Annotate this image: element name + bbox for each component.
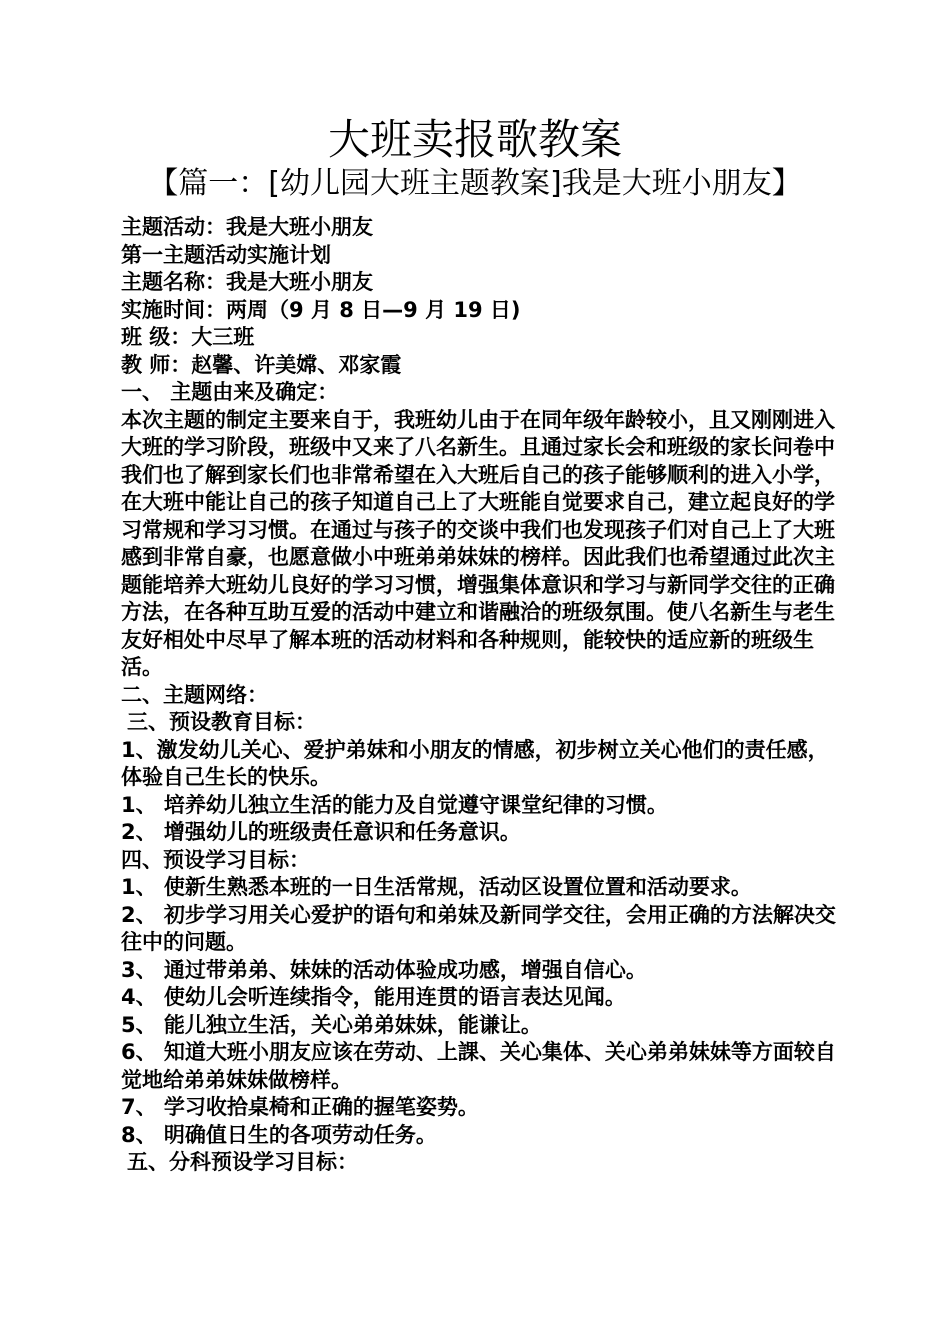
list-item: 2、 初步学习用关心爱护的语句和弟妹及新同学交往，会用正确的方法解决交往中的问题。 — [121, 902, 836, 954]
list-item: 8、 明确值日生的各项劳动任务。 — [121, 1122, 437, 1147]
theme-name-line: 主题名称：我是大班小朋友 — [121, 270, 373, 294]
section-1-heading: 一、 主题由来及确定： — [121, 380, 339, 404]
plan-heading: 第一主题活动实施计划 — [121, 242, 331, 267]
class-line: 班 级：大三班 — [121, 325, 255, 349]
list-item: 7、 学习收拾桌椅和正确的握笔姿势。 — [121, 1095, 479, 1119]
section-5-heading: 五、分科预设学习目标： — [127, 1150, 358, 1174]
document-body — [117, 214, 837, 1177]
section-4-heading: 四、预设学习目标： — [121, 847, 310, 872]
list-item: 4、 使幼儿会听连续指令，能用连贯的语言表达见闻。 — [121, 985, 626, 1009]
document-subtitle: 【篇一：[幼儿园大班主题教案]我是大班小朋友】 — [148, 166, 802, 201]
list-item: 6、 知道大班小朋友应该在劳动、上課、关心集体、关心弟弟妹妹等方面较自觉地给弟弟妹妹做榜样。 — [121, 1040, 836, 1092]
teacher-line: 教 师：赵馨、许美嫦、邓家霞 — [121, 352, 402, 377]
list-item: 1、 使新生熟悉本班的一日生活常规，活动区设置位置和活动要求。 — [121, 875, 752, 899]
list-item: 1、激发幼儿关心、爱护弟妹和小朋友的情感，初步树立关心他们的责任感，体验自己生长的快乐。 — [121, 737, 829, 789]
section-3-heading: 三、预设教育目标： — [127, 710, 316, 734]
theme-activity-line: 主题活动：我是大班小朋友 — [121, 215, 373, 239]
list-item: 3、 通过带弟弟、妹妹的活动体验成功感，增强自信心。 — [121, 957, 647, 982]
list-item: 5、 能儿独立生活，关心弟弟妹妹，能谦让。 — [121, 1012, 542, 1037]
schedule-line: 实施时间：两周（9 月 8 日—9 月 19 日) — [121, 297, 521, 322]
list-item: 1、 培养幼儿独立生活的能力及自觉遵守课堂纪律的习惯。 — [121, 792, 668, 817]
document-title: 大班卖报歌教案 — [327, 115, 622, 164]
section-1-paragraph: 本次主题的制定主要来自于，我班幼儿由于在同年级年龄较小，且又刚刚进入大班的学习阶段，班级中又来了八名新生。且通过家长会和班级的家长问卷中我们也了解到家长们也非常希望在入大班后自己的孩子能够顺利的进入小学，在大班中能让自己的孩子知道自己上了大班能自觉要求自己，建立起良好的学习常规和学习习惯。在通过与孩子的交谈中我们也发现孩子们对自己上了大班感到非常自豪，也愿意做小中班弟弟妹妹的榜样。因此我们也希望通过此次主题能培养大班幼儿良好的学习习惯，增强集体意识和学习与新同学交往的正确方法，在各种互助互爱的活动中建立和谐融洽的班级氛围。使八名新生与老生友好相处中尽早了解本班的活动材料和各种规则，能较快的适应新的班级生活。 — [121, 407, 835, 679]
section-2-heading: 二、主题网络： — [121, 682, 268, 707]
list-item: 2、 增强幼儿的班级责任意识和任务意识。 — [121, 820, 521, 844]
